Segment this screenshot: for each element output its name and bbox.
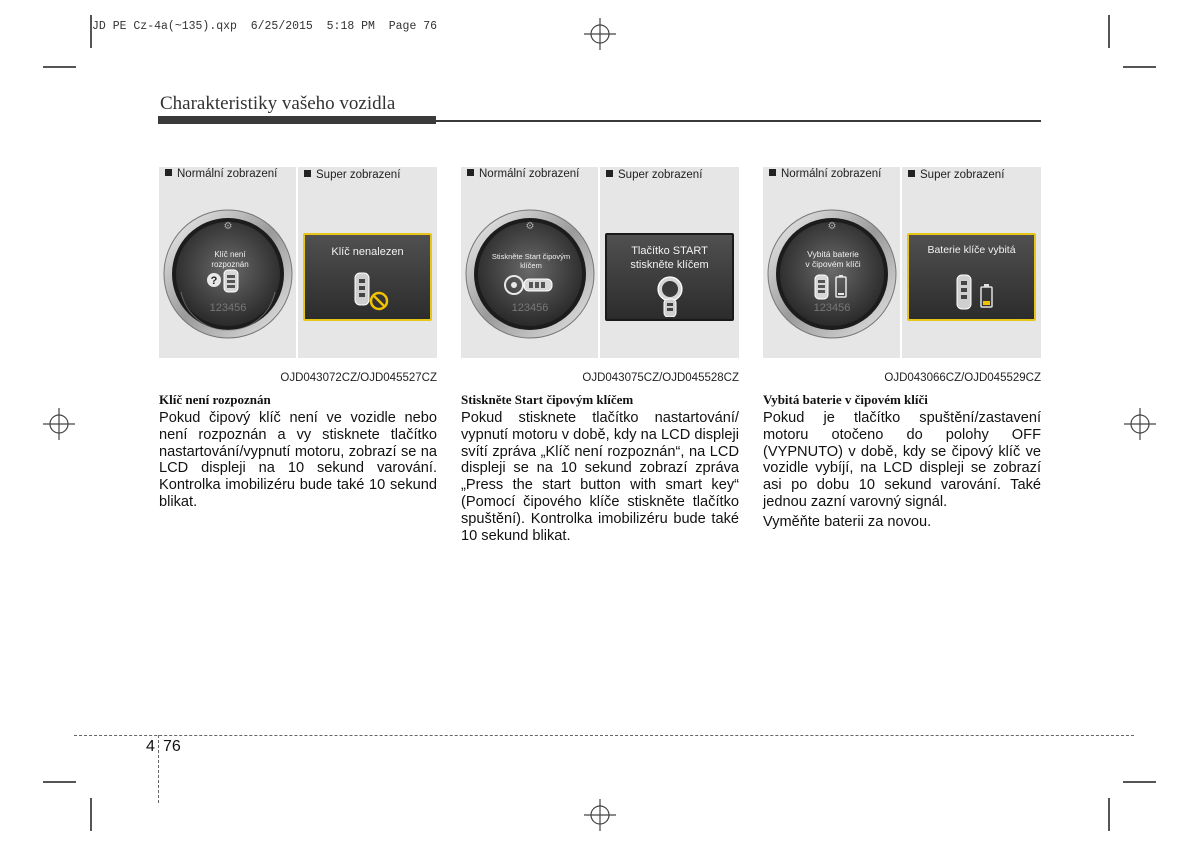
figure-panel-press-start: [461, 167, 739, 358]
body-paragraph: Pokud stisknete tlačítko nastartování/ vypnutí motoru v době, kdy na LCD displeji svítí zpráva „Klíč není rozpoznán“, na LCD displeji se na 10 sekund zobrazí zpráva „Press the start button with smart key“ (Pomocí čipového klíče stiskněte tlačítko spuštění). Kontrolka imobilizéru bude také 10 sekund blikat.: [461, 410, 739, 544]
lcd-message: Tlačítko START stiskněte klíčem: [630, 245, 709, 271]
bullet-square-icon: [304, 170, 311, 177]
crop-mark: [1123, 781, 1156, 783]
caption-super-display: Super zobrazení: [908, 169, 1004, 181]
svg-text:123456: 123456: [511, 302, 549, 314]
lcd-warning-display: [605, 233, 734, 321]
footer-rule: [74, 735, 1134, 736]
svg-text:⚙: ⚙: [525, 221, 535, 232]
caption-normal-display: Normální zobrazení: [769, 168, 881, 180]
bullet-square-icon: [606, 170, 613, 177]
normal-display-figure: [461, 167, 598, 358]
crop-mark: [43, 66, 76, 68]
instrument-gauge: [765, 207, 899, 341]
text-column: [461, 392, 739, 544]
normal-display-figure: [159, 167, 296, 358]
svg-text:123456: 123456: [209, 302, 247, 314]
section-title: Charakteristiky vašeho vozidla: [160, 93, 396, 114]
registration-mark-icon: [584, 799, 616, 831]
chapter-number: 4: [146, 738, 155, 755]
section-title-bar: [158, 116, 436, 124]
figure-code: OJD043072CZ/OJD045527CZ: [280, 372, 437, 384]
key-battery-low-icon: [953, 273, 1001, 315]
registration-mark-icon: [584, 18, 616, 50]
subsection-heading: Klíč není rozpoznán: [159, 392, 271, 407]
bullet-square-icon: [908, 170, 915, 177]
normal-display-figure: [763, 167, 900, 358]
caption-super-display: Super zobrazení: [606, 169, 702, 181]
bullet-square-icon: [165, 169, 172, 176]
super-display-figure: [298, 167, 437, 358]
crop-mark: [1108, 798, 1110, 831]
crop-mark: [90, 15, 92, 48]
figure-panel-key-battery-low: [763, 167, 1041, 358]
caption-super-display: Super zobrazení: [304, 169, 400, 181]
body-paragraph: Pokud je tlačítko spuštění/zastavení motoru otočeno do polohy OFF (VYPNUTO) v době, kdy se čipový klíč ve vozidle vybíjí, na LCD displeji se zobrazí asi po dobu 10 sekund varování. Také jednou zazní varovný signál.: [763, 410, 1041, 510]
text-column: [763, 392, 1041, 531]
footer-divider: [158, 735, 159, 803]
page-number: 76: [163, 738, 181, 755]
figure-code: OJD043075CZ/OJD045528CZ: [582, 372, 739, 384]
svg-text:⚙: ⚙: [827, 221, 837, 232]
bullet-square-icon: [467, 169, 474, 176]
crop-mark: [43, 781, 76, 783]
smart-key-not-found-icon: [351, 269, 395, 313]
bullet-square-icon: [769, 169, 776, 176]
gauge-message: Vybitá baterie v čipovém klíči: [805, 249, 861, 269]
crop-mark: [90, 798, 92, 831]
svg-text:?: ?: [210, 275, 218, 287]
body-paragraph: Vyměňte baterii za novou.: [763, 513, 932, 530]
section-rule: [436, 120, 1041, 122]
subsection-heading: Vybitá baterie v čipovém klíči: [763, 392, 928, 407]
caption-normal-display: Normální zobrazení: [165, 168, 277, 180]
gauge-message: Stiskněte Start čipovým klíčem: [491, 252, 571, 270]
super-display-figure: [600, 167, 739, 358]
lcd-warning-display: [907, 233, 1036, 321]
subsection-heading: Stiskněte Start čipovým klíčem: [461, 392, 634, 407]
instrument-gauge: [463, 207, 597, 341]
caption-normal-display: Normální zobrazení: [467, 168, 579, 180]
svg-text:⚙: ⚙: [223, 221, 233, 232]
svg-text:123456: 123456: [813, 302, 851, 314]
registration-mark-icon: [1124, 408, 1156, 440]
text-column: [159, 392, 437, 511]
body-paragraph: Pokud čipový klíč není ve vozidle nebo není rozpoznán a vy stisknete tlačítko nastartování/vypnutí motoru, zobrazí se na LCD displeji na 10 sekund varování. Kontrolka imobilizéru bude také 10 sekund blikat.: [159, 410, 437, 510]
lcd-warning-display: [303, 233, 432, 321]
registration-mark-icon: [43, 408, 75, 440]
print-slug: JD PE Cz-4a(~135).qxp 6/25/2015 5:18 PM Page 76: [92, 20, 438, 33]
start-button-key-icon: [653, 275, 687, 317]
gauge-message: Klíč není rozpoznán: [211, 250, 249, 269]
crop-mark: [1108, 15, 1110, 48]
lcd-message: Baterie klíče vybitá: [927, 244, 1016, 256]
lcd-message: Klíč nenalezen: [331, 246, 404, 258]
figure-code: OJD043066CZ/OJD045529CZ: [884, 372, 1041, 384]
figure-panel-key-not-detected: [159, 167, 437, 358]
super-display-figure: [902, 167, 1041, 358]
instrument-gauge: [161, 207, 295, 341]
crop-mark: [1123, 66, 1156, 68]
